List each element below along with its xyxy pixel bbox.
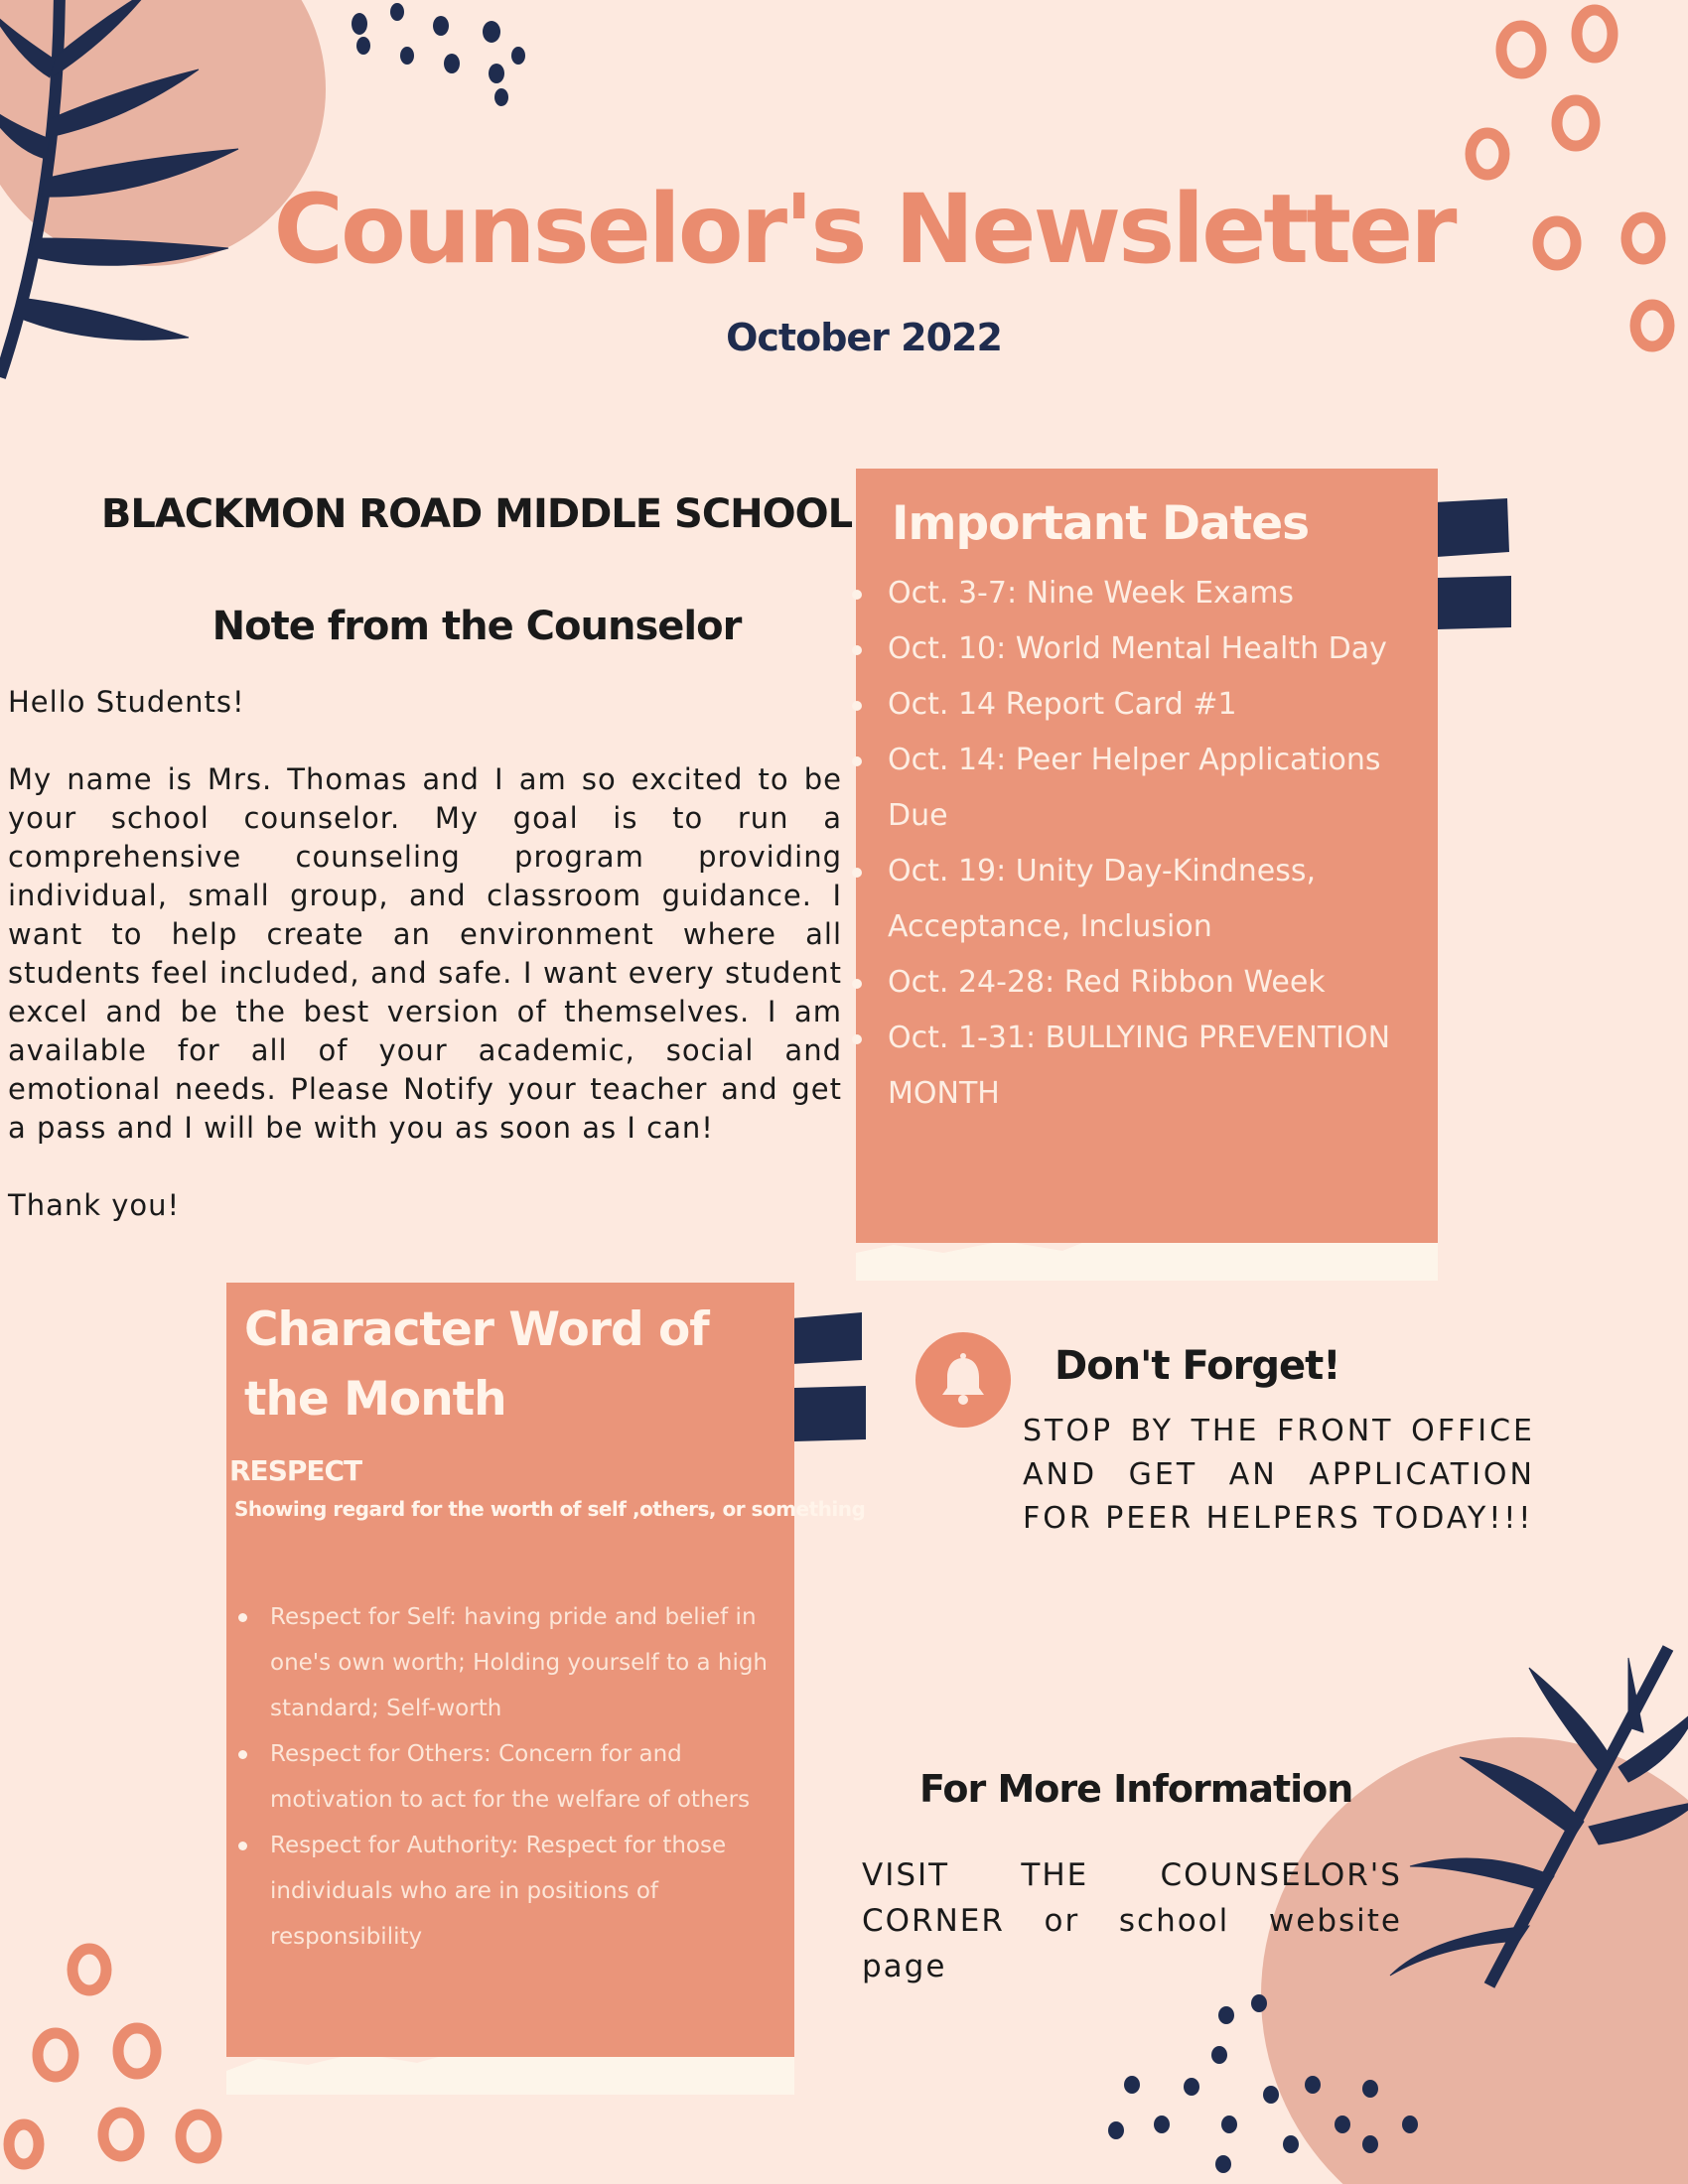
bottom-left-rings	[9, 1949, 216, 2164]
school-name: BLACKMON ROAD MIDDLE SCHOOL	[100, 491, 853, 537]
character-word: RESPECT	[229, 1454, 362, 1487]
character-word-list	[234, 1594, 800, 1960]
note-heading: Note from the Counselor	[211, 604, 742, 649]
date-item: Oct. 14 Report Card #1	[852, 677, 1448, 733]
date-item: Oct. 1-31: BULLYING PREVENTION MONTH	[852, 1011, 1448, 1122]
respect-item: Respect for Self: having pride and belief in one's own worth; Holding yourself to a high standard; Self-worth	[234, 1594, 800, 1731]
important-dates-heading: Important Dates	[892, 496, 1310, 551]
letter-signoff: Thank you!	[8, 1188, 181, 1222]
top-navy-dots	[352, 3, 525, 106]
date-item: Oct. 3-7: Nine Week Exams	[852, 566, 1448, 621]
character-word-heading: Character Word of the Month	[244, 1302, 709, 1427]
important-dates-list	[852, 566, 1448, 1122]
letter-body: My name is Mrs. Thomas and I am so excited to be your school counselor. My goal is to run a comprehensive counseling program providing individual, small group, and classroom guidance. I want to help create an environment where all students feel included, and safe. I want every student excel and be the best version of themselves. I am available for all of your academic, social and emotional needs. Please Notify your teacher and get a pass and I will be with you as soon as I can!	[8, 762, 842, 1145]
letter-greeting: Hello Students!	[8, 685, 245, 719]
respect-item: Respect for Others: Concern for and motivation to act for the welfare of others	[234, 1731, 800, 1823]
newsletter-date: October 2022	[726, 316, 1002, 359]
dont-forget-heading: Don't Forget!	[1055, 1343, 1340, 1389]
dont-forget-text: STOP BY THE FRONT OFFICE AND GET AN APPLICATION FOR PEER HELPERS TODAY!!!	[1023, 1414, 1535, 1536]
more-info-heading: For More Information	[919, 1767, 1353, 1811]
respect-item: Respect for Authority: Respect for those individuals who are in positions of responsibility	[234, 1823, 800, 1960]
newsletter-title: Counselor's Newsletter	[273, 174, 1455, 285]
character-word-definition: Showing regard for the worth of self ,others, or something	[234, 1497, 866, 1521]
counselor-letter	[8, 683, 842, 1264]
more-info-text: VISIT THE COUNSELOR'S CORNER or school website page	[862, 1857, 1402, 1984]
bell-icon	[915, 1332, 1011, 1428]
bell-icon-badge	[915, 1332, 1011, 1428]
date-item: Oct. 24-28: Red Ribbon Week	[852, 955, 1448, 1011]
date-item: Oct. 19: Unity Day-Kindness, Acceptance, Inclusion	[852, 844, 1448, 955]
date-item: Oct. 10: World Mental Health Day	[852, 621, 1448, 677]
date-item: Oct. 14: Peer Helper Applications Due	[852, 733, 1448, 844]
